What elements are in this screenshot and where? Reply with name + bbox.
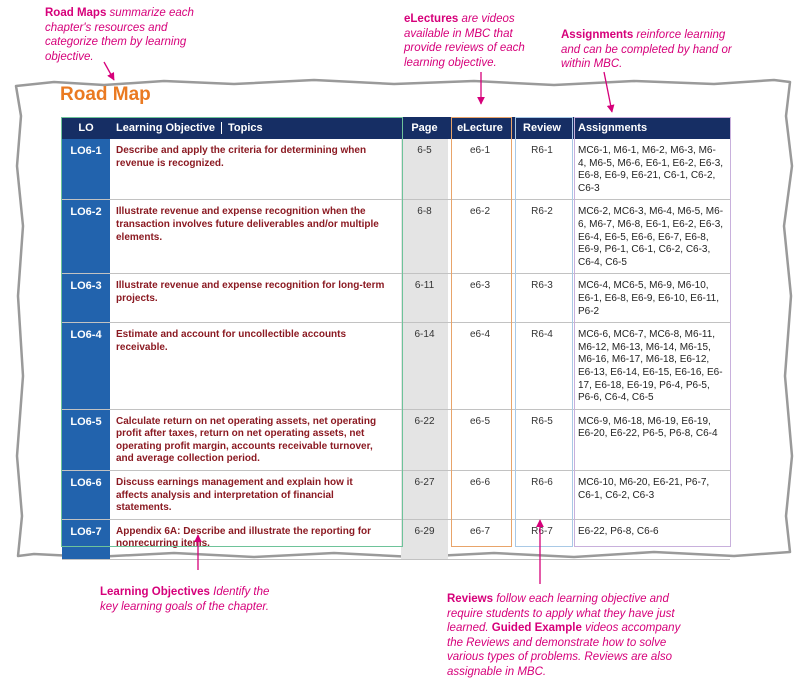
page-cell: 6-14 xyxy=(401,323,448,410)
assignments-cell: MC6-10, M6-20, E6-21, P6-7, C6-1, C6-2, C6-3 xyxy=(572,471,730,520)
annotation-reviews xyxy=(447,592,682,679)
review-highlight-frame xyxy=(515,117,573,547)
annotation-electures-bold: eLectures xyxy=(404,13,459,25)
header-review: Review xyxy=(512,117,572,139)
objective-cell: Illustrate revenue and expense recognition when the transaction involves future deliverables and/or multiple elements. xyxy=(110,200,401,274)
page-cell: 6-29 xyxy=(401,519,448,559)
electure-cell: e6-5 xyxy=(448,409,512,470)
objective-cell: Illustrate revenue and expense recognition for long-term projects. xyxy=(110,274,401,323)
annotation-learning-objectives xyxy=(100,585,285,614)
review-cell: R6-3 xyxy=(512,274,572,323)
objective-cell: Calculate return on net operating assets, net operating profit after taxes, return on net operating assets, net operating profit margin, accounts receivable turnover, and average collection period. xyxy=(110,409,401,470)
assignments-highlight-frame xyxy=(574,117,731,547)
review-cell: R6-2 xyxy=(512,200,572,274)
header-objective: Learning Objective xyxy=(116,121,216,134)
lo-cell: LO6-1 xyxy=(62,139,110,200)
electure-cell: e6-2 xyxy=(448,200,512,274)
header-electure: eLecture xyxy=(448,117,512,139)
annotation-road-maps xyxy=(45,6,205,64)
objective-cell: Appendix 6A: Describe and illustrate the reporting for nonrecurring items. xyxy=(110,519,401,559)
electure-highlight-frame xyxy=(451,117,512,547)
assignments-cell: MC6-2, MC6-3, M6-4, M6-5, M6-6, M6-7, M6-8, E6-1, E6-2, E6-3, E6-4, E6-5, E6-6, E6-7, E6-8, E6-9, P6-1, C6-1, C6-2, C6-3, C6-4, C6-5 xyxy=(572,200,730,274)
page-cell: 6-27 xyxy=(401,471,448,520)
header-topics: Topics xyxy=(221,122,263,134)
review-cell: R6-7 xyxy=(512,519,572,559)
lo-cell: LO6-7 xyxy=(62,519,110,559)
header-assignments: Assignments xyxy=(572,117,730,139)
review-cell: R6-5 xyxy=(512,409,572,470)
annotation-electures xyxy=(404,12,534,70)
assignments-cell: MC6-4, MC6-5, M6-9, M6-10, E6-1, E6-8, E6-9, E6-10, E6-11, P6-2 xyxy=(572,274,730,323)
page-cell: 6-22 xyxy=(401,409,448,470)
annotation-reviews-text: follow each learning objective and require students to apply what they have just learned. xyxy=(447,593,675,634)
annotation-learning-objectives-text: Identify the key learning goals of the chapter. xyxy=(100,586,270,613)
annotation-assignments-text: reinforce learning and can be completed by hand or within MBC. xyxy=(561,29,732,70)
annotation-electures-text: are videos available in MBC that provide reviews of each learning objective. xyxy=(404,13,525,69)
page-cell: 6-8 xyxy=(401,200,448,274)
lo-cell: LO6-2 xyxy=(62,200,110,274)
electure-cell: e6-1 xyxy=(448,139,512,200)
annotation-guided-example-text: videos accompany the Reviews and demonstrate how to solve various types of problems. Reviews are also assignable in MBC. xyxy=(447,622,681,678)
assignments-cell: MC6-9, M6-18, M6-19, E6-19, E6-20, E6-22, P6-5, P6-8, C6-4 xyxy=(572,409,730,470)
annotation-reviews-bold: Reviews xyxy=(447,593,494,605)
lo-cell: LO6-3 xyxy=(62,274,110,323)
annotation-road-maps-bold: Road Maps xyxy=(45,7,107,19)
page-cell: 6-5 xyxy=(401,139,448,200)
lo-cell: LO6-5 xyxy=(62,409,110,470)
lo-cell: LO6-4 xyxy=(62,323,110,410)
annotation-assignments-bold: Assignments xyxy=(561,29,634,41)
learning-objective-highlight-frame xyxy=(61,117,403,547)
header-page: Page xyxy=(401,117,448,139)
electure-cell: e6-4 xyxy=(448,323,512,410)
review-cell: R6-1 xyxy=(512,139,572,200)
objective-cell: Describe and apply the criteria for determining when revenue is recognized. xyxy=(110,139,401,200)
page-cell: 6-11 xyxy=(401,274,448,323)
annotation-guided-example-bold: Guided Example xyxy=(491,622,582,634)
annotation-learning-objectives-bold: Learning Objectives xyxy=(100,586,210,598)
road-map-title: Road Map xyxy=(60,84,151,105)
assignments-cell: E6-22, P6-8, C6-6 xyxy=(572,519,730,559)
review-cell: R6-4 xyxy=(512,323,572,410)
annotation-assignments xyxy=(561,28,741,72)
assignments-cell: MC6-6, MC6-7, MC6-8, M6-11, M6-12, M6-13, M6-14, M6-15, M6-16, M6-17, M6-18, E6-12, E6-13, E6-14, E6-15, E6-16, E6-17, E6-18, E6-19, P6-4, P6-5, P6-6, C6-4, C6-5 xyxy=(572,323,730,410)
header-lo: LO xyxy=(62,117,110,139)
objective-cell: Estimate and account for uncollectible accounts receivable. xyxy=(110,323,401,410)
objective-cell: Discuss earnings management and explain how it affects analysis and interpretation of financial statements. xyxy=(110,471,401,520)
assignments-cell: MC6-1, M6-1, M6-2, M6-3, M6-4, M6-5, M6-6, E6-1, E6-2, E6-3, E6-8, E6-9, E6-21, C6-1, C6-2, C6-3 xyxy=(572,139,730,200)
review-cell: R6-6 xyxy=(512,471,572,520)
electure-cell: e6-3 xyxy=(448,274,512,323)
electure-cell: e6-6 xyxy=(448,471,512,520)
annotation-road-maps-text: summarize each chapter's resources and categorize them by learning objective. xyxy=(45,7,194,63)
electure-cell: e6-7 xyxy=(448,519,512,559)
lo-cell: LO6-6 xyxy=(62,471,110,520)
